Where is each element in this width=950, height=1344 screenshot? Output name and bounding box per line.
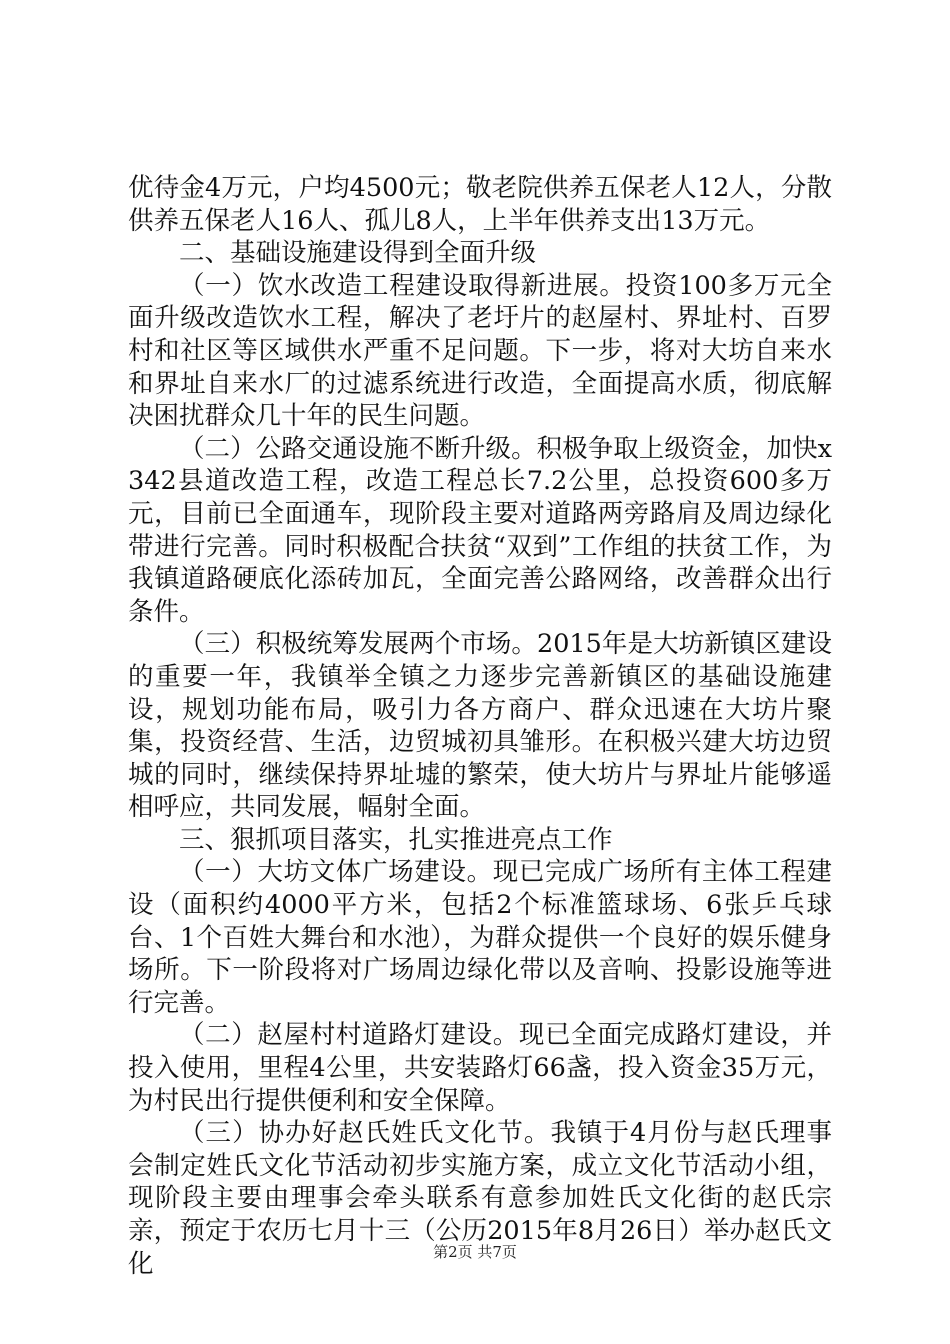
document-body [128,172,832,1280]
section-heading-projects: 三、狠抓项目落实，扎实推进亮点工作 [179,824,613,855]
page-number-footer: 第2页 共7页 [433,1243,517,1261]
section-heading-infrastructure: 二、基础设施建设得到全面升级 [179,238,537,269]
paragraph-street-lights: （二）赵屋村村道路灯建设。现已全面完成路灯建设，并投入使用，里程4公里，共安装路灯66盏，投入资金35万元，为村民出行提供便利和安全保障。 [128,1020,832,1116]
paragraph-road-transport: （二）公路交通设施不断升级。积极争取上级资金，加快x342县道改造工程，改造工程总长7.2公里，总投资600多万元，目前已全面通车，现阶段主要对道路两旁路肩及周边绿化带进行完善。同时积极配合扶贫“双到”工作组的扶贫工作，为我镇道路硬底化添砖加瓦，全面完善公路网络，改善群众出行条件。 [128,433,832,627]
paragraph-water-supply: （一）饮水改造工程建设取得新进展。投资100多万元全面升级改造饮水工程，解决了老圩片的赵屋村、界址村、百罗村和社区等区域供水严重不足问题。下一步，将对大坊自来水和界址自来水厂的过滤系统进行改造，全面提高水质，彻底解决困扰群众几十年的民生问题。 [128,270,832,432]
paragraph-culture-festival: （三）协办好赵氏姓氏文化节。我镇于4月份与赵氏理事会制定姓氏文化节活动初步实施方案，成立文化节活动小组，现阶段主要由理事会牵头联系有意参加姓氏文化街的赵氏宗亲，预定于农历七月十三（公历2015年8月26日）举办赵氏文化 [128,1118,832,1279]
paragraph-continuation: 优待金4万元，户均4500元；敬老院供养五保老人12人，分散供养五保老人16人、孤儿8人，上半年供养支出13万元。 [128,173,832,236]
paragraph-two-markets: （三）积极统筹发展两个市场。2015年是大坊新镇区建设的重要一年，我镇举全镇之力逐步完善新镇区的基础设施建设，规划功能布局，吸引力各方商户、群众迅速在大坊片聚集，投资经营、生活，边贸城初具雏形。在积极兴建大坊边贸城的同时，继续保持界址墟的繁荣，使大坊片与界址片能够遥相呼应，共同发展，幅射全面。 [128,629,832,823]
paragraph-sports-square: （一）大坊文体广场建设。现已完成广场所有主体工程建设（面积约4000平方米，包括2个标准篮球场、6张乒乓球台、1个百姓大舞台和水池），为群众提供一个良好的娱乐健身场所。下一阶段将对广场周边绿化带以及音响、投影设施等进行完善。 [128,857,832,1018]
